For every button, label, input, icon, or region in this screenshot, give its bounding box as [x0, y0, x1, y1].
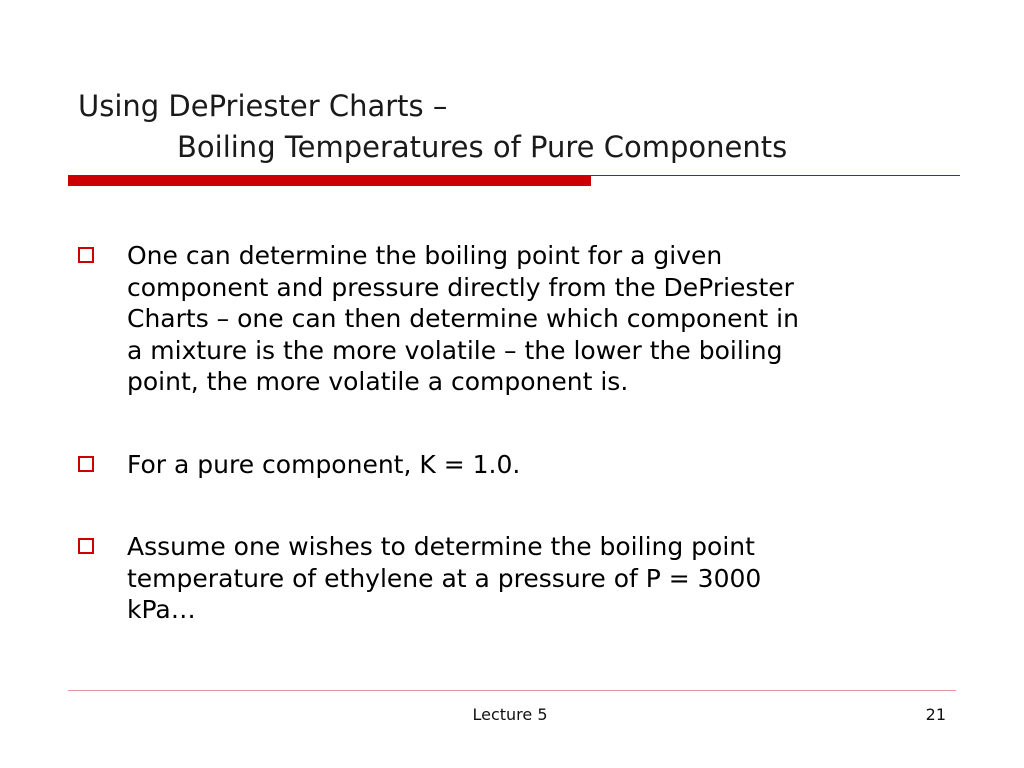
bullet-line: component and pressure directly from the DePriester [127, 272, 794, 302]
bullet-line: Assume one wishes to determine the boiling point [127, 532, 755, 561]
bullet-text [127, 531, 958, 626]
hollow-square-bullet-icon [78, 247, 94, 263]
bullet-item [78, 240, 958, 398]
bullet-line: One can determine the boiling point for a given [127, 241, 723, 270]
slide-title-line-2: Boiling Temperatures of Pure Components [177, 130, 788, 164]
bullet-line: For a pure component, K = 1.0. [127, 449, 521, 479]
footer-label: Lecture 5 [472, 705, 548, 724]
bullet-line: temperature of ethylene at a pressure of P = 3000 [127, 563, 762, 593]
bullet-line: kPa… [127, 595, 196, 624]
hollow-square-bullet-icon [78, 538, 94, 554]
slide-title-line-1: Using DePriester Charts – [78, 89, 448, 123]
hollow-square-bullet-icon [78, 456, 94, 472]
bullet-line: point, the more volatile a component is. [127, 367, 629, 396]
bullet-list [78, 240, 958, 626]
bullet-text [127, 240, 958, 398]
bullet-line: Charts – one can then determine which component in [127, 304, 799, 333]
page-number: 21 [925, 705, 946, 724]
bullet-line: a mixture is the more volatile – the lower the boiling [127, 335, 783, 365]
bullet-item [78, 531, 958, 626]
bullet-text [127, 449, 958, 481]
footer-divider [68, 690, 956, 691]
title-underline-bar [68, 176, 591, 186]
slide-title [78, 86, 978, 168]
bullet-item [78, 449, 958, 481]
